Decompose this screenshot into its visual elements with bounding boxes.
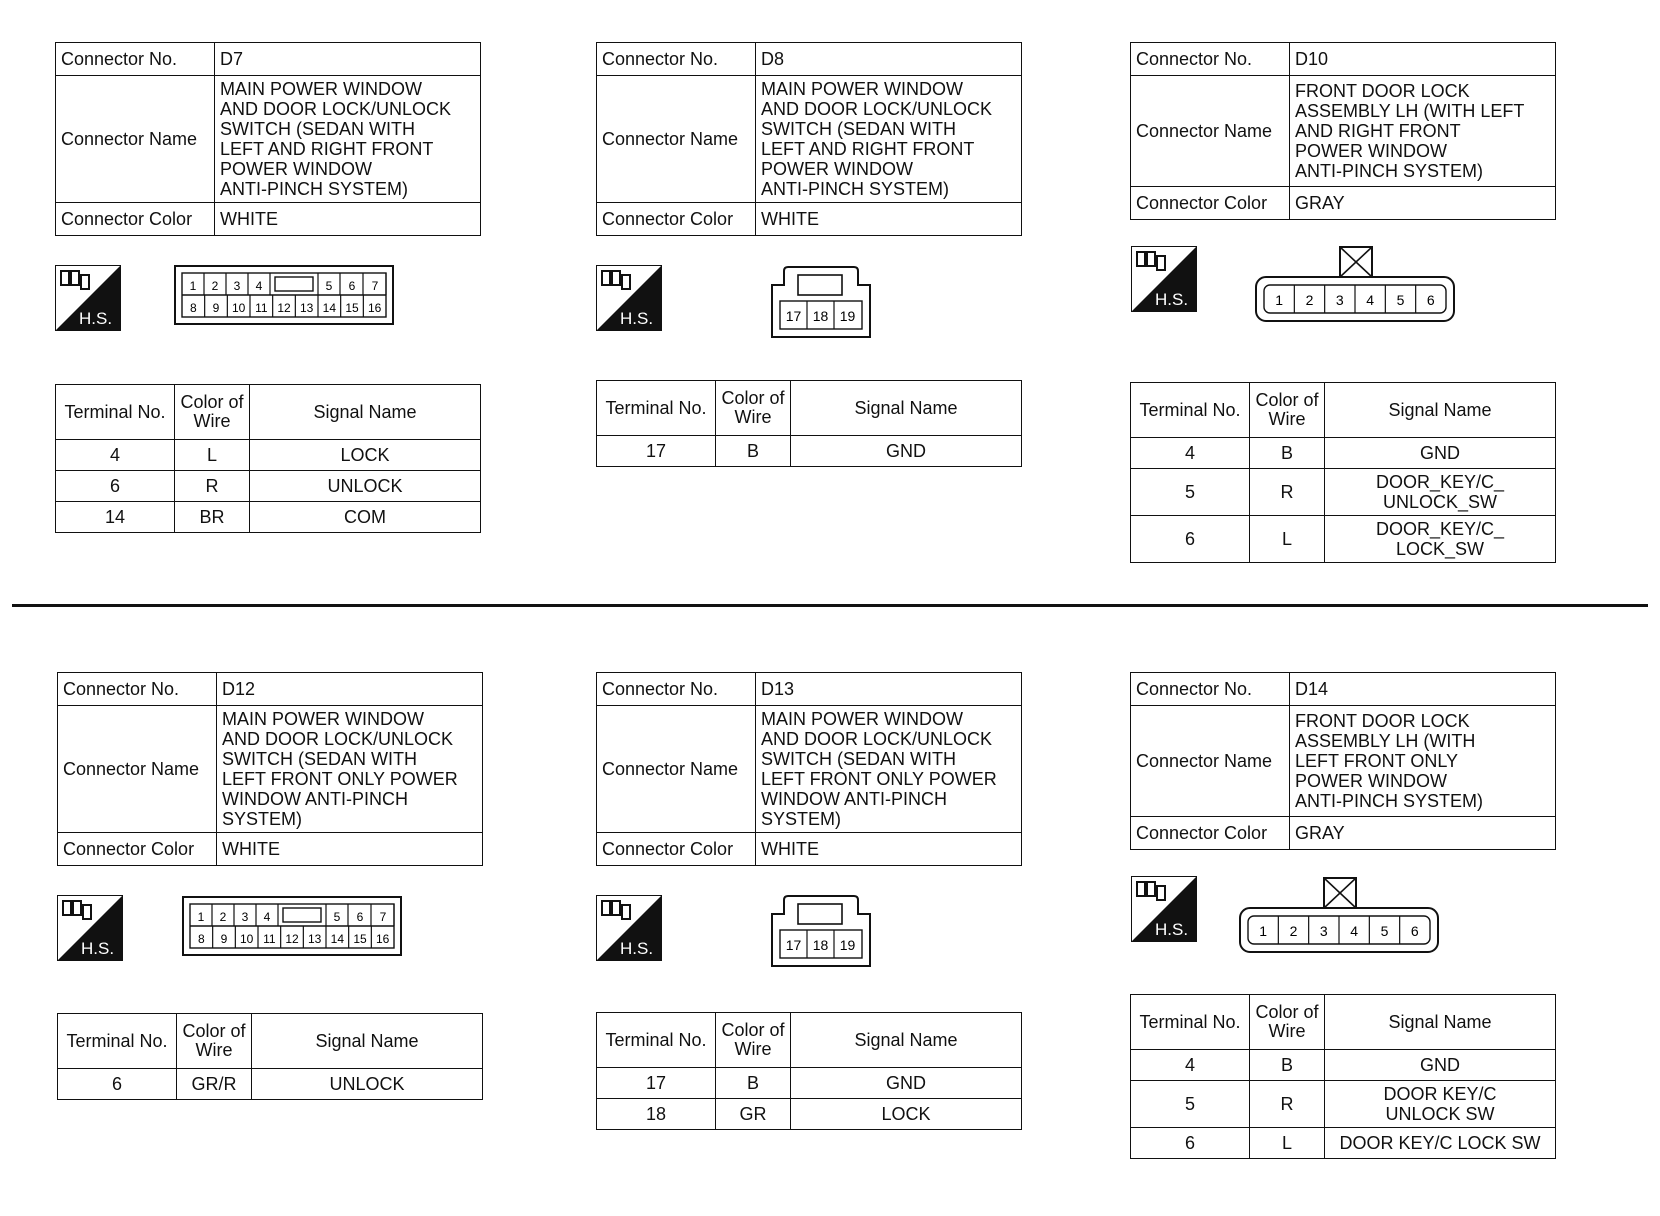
signal-name-cell: GND (1325, 1050, 1556, 1081)
pin-label: 1 (189, 279, 197, 293)
pin-label: 7 (379, 910, 387, 924)
pin-label: 6 (1426, 292, 1435, 308)
pin-label: 16 (367, 301, 382, 315)
connector-color-value: WHITE (215, 203, 481, 236)
label-connector-color: Connector Color (1131, 817, 1290, 850)
terminal-no-cell: 17 (597, 436, 716, 467)
header-signal-name: Signal Name (252, 1014, 483, 1069)
signal-name-cell: DOOR_KEY/C_ LOCK_SW (1325, 516, 1556, 563)
label-connector-no: Connector No. (1131, 673, 1290, 706)
label-connector-name: Connector Name (58, 706, 217, 833)
connector-no-value: D14 (1290, 673, 1556, 706)
connector-color-value: GRAY (1290, 187, 1556, 220)
terminal-no-cell: 6 (1131, 516, 1250, 563)
wire-color-cell: GR/R (177, 1069, 252, 1100)
svg-text:H.S.: H.S. (1155, 290, 1189, 309)
pin-label: 5 (1396, 292, 1405, 308)
pin-label: 10 (239, 932, 254, 946)
pin-label: 6 (1410, 923, 1419, 939)
pin-label: 4 (255, 279, 263, 293)
pin-label: 13 (299, 301, 314, 315)
connector-name-value: FRONT DOOR LOCK ASSEMBLY LH (WITH LEFT AND RIGHT FRONT POWER WINDOW ANTI-PINCH SYSTEM) (1290, 76, 1556, 187)
label-connector-no: Connector No. (56, 43, 215, 76)
connector-name-value: MAIN POWER WINDOW AND DOOR LOCK/UNLOCK SWITCH (SEDAN WITH LEFT AND RIGHT FRONT POWER WINDOW ANTI-PINCH SYSTEM) (756, 76, 1022, 203)
wire-color-cell: R (1250, 1081, 1325, 1128)
wire-color-cell: GR (716, 1099, 791, 1130)
terminal-no-cell: 4 (1131, 438, 1250, 469)
header-terminal-no: Terminal No. (56, 385, 175, 440)
table-row (597, 1099, 1022, 1130)
pin-label: 6 (356, 910, 364, 924)
pin-label: 5 (325, 279, 333, 293)
signal-name-cell: GND (1325, 438, 1556, 469)
pin-label: 4 (263, 910, 271, 924)
wire-color-cell: L (175, 440, 250, 471)
wire-color-cell: L (1250, 1128, 1325, 1159)
terminal-no-cell: 4 (56, 440, 175, 471)
connector-name-value: MAIN POWER WINDOW AND DOOR LOCK/UNLOCK SWITCH (SEDAN WITH LEFT AND RIGHT FRONT POWER WINDOW ANTI-PINCH SYSTEM) (215, 76, 481, 203)
terminal-table-d8 (596, 380, 1022, 467)
signal-name-cell: UNLOCK (252, 1069, 483, 1100)
pin-label: 9 (212, 301, 220, 315)
table-row (597, 436, 1022, 467)
signal-name-cell: GND (791, 1068, 1022, 1099)
pin-label: 17 (785, 308, 802, 324)
pin-label: 8 (189, 301, 197, 315)
connector-info-d10 (1130, 42, 1556, 220)
header-terminal-no: Terminal No. (58, 1014, 177, 1069)
label-connector-color: Connector Color (597, 203, 756, 236)
connector-no-value: D8 (756, 43, 1022, 76)
pin-label: 1 (197, 910, 205, 924)
pin-label: 6 (348, 279, 356, 293)
pin-label: 12 (285, 932, 299, 946)
svg-text:H.S.: H.S. (620, 939, 654, 958)
signal-name-cell: DOOR KEY/C LOCK SW (1325, 1128, 1556, 1159)
connector-info-d7 (55, 42, 481, 236)
connector-no-value: D10 (1290, 43, 1556, 76)
pin-label: 9 (220, 932, 228, 946)
signal-name-cell: UNLOCK (250, 471, 481, 502)
pin-label: 4 (1366, 292, 1375, 308)
connector-color-value: WHITE (217, 833, 483, 866)
pin-label: 15 (353, 932, 367, 946)
connector-no-value: D7 (215, 43, 481, 76)
svg-text:H.S.: H.S. (81, 939, 115, 958)
connector-color-value: WHITE (756, 833, 1022, 866)
header-terminal-no: Terminal No. (1131, 383, 1250, 438)
terminal-no-cell: 5 (1131, 469, 1250, 516)
signal-name-cell: DOOR_KEY/C_ UNLOCK_SW (1325, 469, 1556, 516)
pin-label: 3 (233, 279, 241, 293)
connector-outline (772, 267, 870, 337)
connector-face-d7 (174, 265, 396, 327)
terminal-no-cell: 6 (56, 471, 175, 502)
terminal-no-cell: 6 (58, 1069, 177, 1100)
pin-label: 2 (1305, 292, 1314, 308)
pin-label: 5 (333, 910, 341, 924)
terminal-table-d13 (596, 1012, 1022, 1130)
terminal-no-cell: 5 (1131, 1081, 1250, 1128)
harness-side-icon (1131, 246, 1197, 312)
connector-face-d13 (768, 894, 874, 970)
header-color-of-wire: Color of Wire (1250, 383, 1325, 438)
label-connector-name: Connector Name (597, 706, 756, 833)
signal-name-cell: COM (250, 502, 481, 533)
connector-face-d8 (768, 265, 874, 341)
pin-label: 8 (197, 932, 205, 946)
pin-label: 3 (1319, 923, 1328, 939)
table-row (56, 471, 481, 502)
table-row (1131, 516, 1556, 563)
harness-side-icon (1131, 876, 1197, 942)
pin-label: 4 (1350, 923, 1359, 939)
label-connector-name: Connector Name (597, 76, 756, 203)
pin-label: 17 (785, 937, 802, 953)
pin-label: 1 (1259, 923, 1268, 939)
header-terminal-no: Terminal No. (1131, 995, 1250, 1050)
label-connector-no: Connector No. (58, 673, 217, 706)
header-color-of-wire: Color of Wire (177, 1014, 252, 1069)
signal-name-cell: GND (791, 436, 1022, 467)
harness-side-icon (55, 265, 121, 331)
pin-label: 14 (322, 301, 337, 315)
svg-text:H.S.: H.S. (1155, 920, 1189, 939)
pin-label: 19 (839, 937, 856, 953)
header-signal-name: Signal Name (1325, 995, 1556, 1050)
terminal-no-cell: 17 (597, 1068, 716, 1099)
wire-color-cell: R (175, 471, 250, 502)
pin-label: 10 (231, 301, 246, 315)
table-row (58, 1069, 483, 1100)
label-connector-name: Connector Name (56, 76, 215, 203)
terminal-no-cell: 18 (597, 1099, 716, 1130)
pin-label: 2 (1289, 923, 1298, 939)
terminal-table-d7 (55, 384, 481, 533)
table-row (1131, 438, 1556, 469)
signal-name-cell: LOCK (791, 1099, 1022, 1130)
connector-face-d14 (1238, 876, 1440, 954)
wire-color-cell: R (1250, 469, 1325, 516)
pin-label: 7 (371, 279, 379, 293)
pin-label: 13 (307, 932, 322, 946)
connector-face-d12 (182, 896, 404, 958)
harness-side-icon (57, 895, 123, 961)
connector-name-value: MAIN POWER WINDOW AND DOOR LOCK/UNLOCK SWITCH (SEDAN WITH LEFT FRONT ONLY POWER WINDOW ANTI-PINCH SYSTEM) (756, 706, 1022, 833)
label-connector-color: Connector Color (597, 833, 756, 866)
header-signal-name: Signal Name (1325, 383, 1556, 438)
wire-color-cell: L (1250, 516, 1325, 563)
connector-outline (772, 896, 870, 966)
pin-label: 14 (330, 932, 345, 946)
label-connector-color: Connector Color (58, 833, 217, 866)
pin-label: 19 (839, 308, 856, 324)
header-color-of-wire: Color of Wire (716, 1013, 791, 1068)
header-signal-name: Signal Name (791, 381, 1022, 436)
terminal-no-cell: 6 (1131, 1128, 1250, 1159)
connector-no-value: D13 (756, 673, 1022, 706)
connector-info-d12 (57, 672, 483, 866)
connector-color-value: WHITE (756, 203, 1022, 236)
pin-label: 15 (345, 301, 359, 315)
wire-color-cell: B (1250, 438, 1325, 469)
label-connector-color: Connector Color (1131, 187, 1290, 220)
pin-label: 2 (219, 910, 227, 924)
label-connector-no: Connector No. (1131, 43, 1290, 76)
table-row (1131, 1128, 1556, 1159)
terminal-table-d12 (57, 1013, 483, 1100)
table-row (597, 1068, 1022, 1099)
connector-color-value: GRAY (1290, 817, 1556, 850)
connector-name-value: FRONT DOOR LOCK ASSEMBLY LH (WITH LEFT FRONT ONLY POWER WINDOW ANTI-PINCH SYSTEM) (1290, 706, 1556, 817)
terminal-table-d10 (1130, 382, 1556, 563)
wire-color-cell: B (1250, 1050, 1325, 1081)
header-color-of-wire: Color of Wire (175, 385, 250, 440)
header-color-of-wire: Color of Wire (716, 381, 791, 436)
svg-text:H.S.: H.S. (620, 309, 654, 328)
connector-info-d8 (596, 42, 1022, 236)
table-row (1131, 469, 1556, 516)
connector-name-value: MAIN POWER WINDOW AND DOOR LOCK/UNLOCK SWITCH (SEDAN WITH LEFT FRONT ONLY POWER WINDOW ANTI-PINCH SYSTEM) (217, 706, 483, 833)
header-color-of-wire: Color of Wire (1250, 995, 1325, 1050)
table-row (56, 440, 481, 471)
header-signal-name: Signal Name (250, 385, 481, 440)
terminal-no-cell: 4 (1131, 1050, 1250, 1081)
table-row (1131, 1081, 1556, 1128)
connector-no-value: D12 (217, 673, 483, 706)
terminal-no-cell: 14 (56, 502, 175, 533)
wire-color-cell: B (716, 436, 791, 467)
section-divider (12, 604, 1648, 607)
pin-label: 11 (263, 932, 276, 946)
pin-label: 16 (375, 932, 390, 946)
label-connector-no: Connector No. (597, 673, 756, 706)
connector-face-d10 (1254, 245, 1456, 323)
wire-color-cell: B (716, 1068, 791, 1099)
terminal-table-d14 (1130, 994, 1556, 1159)
signal-name-cell: DOOR KEY/C UNLOCK SW (1325, 1081, 1556, 1128)
pin-label: 18 (812, 308, 829, 324)
pin-label: 12 (277, 301, 291, 315)
harness-side-icon (596, 265, 662, 331)
label-connector-no: Connector No. (597, 43, 756, 76)
pin-label: 5 (1380, 923, 1389, 939)
pin-label: 3 (241, 910, 249, 924)
label-connector-name: Connector Name (1131, 706, 1290, 817)
label-connector-name: Connector Name (1131, 76, 1290, 187)
wire-color-cell: BR (175, 502, 250, 533)
table-row (56, 502, 481, 533)
svg-text:H.S.: H.S. (79, 309, 113, 328)
pin-label: 1 (1275, 292, 1284, 308)
header-signal-name: Signal Name (791, 1013, 1022, 1068)
label-connector-color: Connector Color (56, 203, 215, 236)
pin-label: 3 (1335, 292, 1344, 308)
harness-side-icon (596, 895, 662, 961)
pin-label: 2 (211, 279, 219, 293)
connector-info-d14 (1130, 672, 1556, 850)
header-terminal-no: Terminal No. (597, 381, 716, 436)
connector-info-d13 (596, 672, 1022, 866)
signal-name-cell: LOCK (250, 440, 481, 471)
pin-label: 11 (255, 301, 268, 315)
header-terminal-no: Terminal No. (597, 1013, 716, 1068)
pin-label: 18 (812, 937, 829, 953)
table-row (1131, 1050, 1556, 1081)
